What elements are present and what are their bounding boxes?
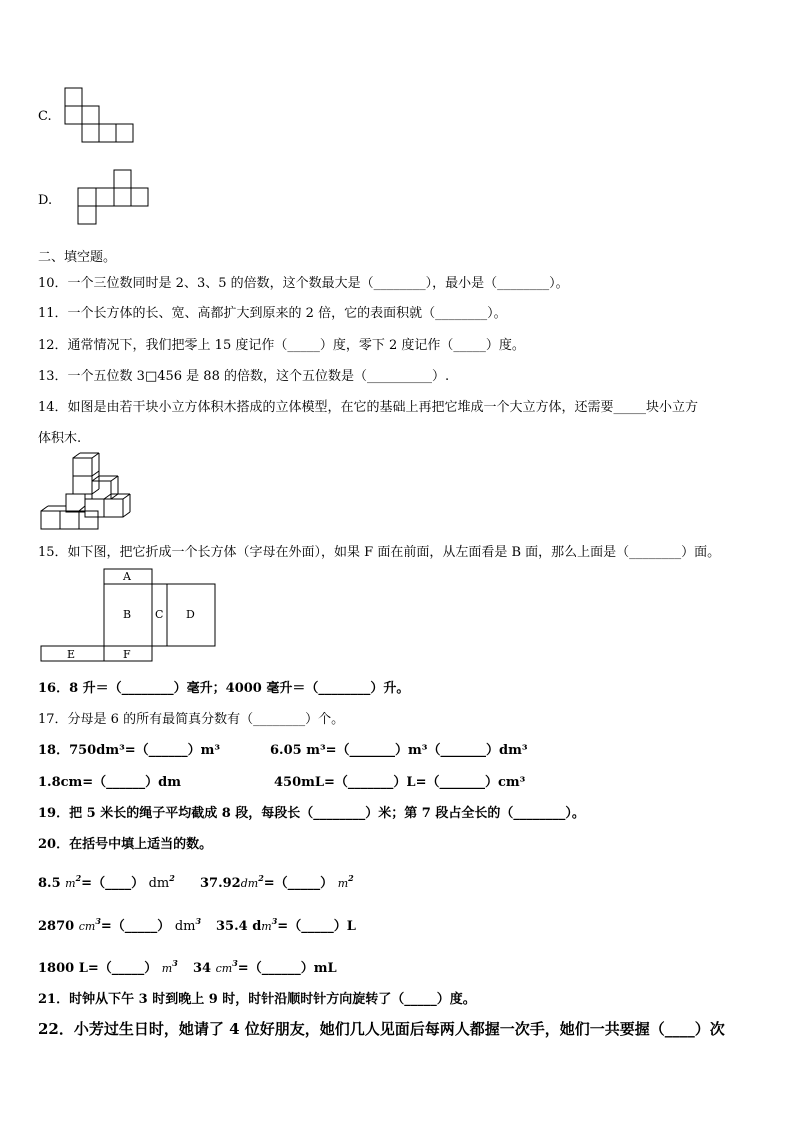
cube-stack-figure — [40, 452, 140, 532]
net-face-b: B — [123, 608, 132, 621]
question-12: 12．通常情况下，我们把零上 15 度记作（_____）度，零下 2 度记作（_____）度。 — [38, 338, 525, 353]
net-face-d: D — [186, 608, 195, 621]
option-d-label: D. — [38, 193, 53, 208]
q20-row1-a: 8.5 $m^2=(\_\_\_\_)$ $dm^2$ — [38, 873, 175, 891]
question-14-line1: 14．如图是由若干块小立方体积木搭成的立体模型，在它的基础上再把它堆成一个大立方体，还需要_____块小立方 — [38, 400, 699, 415]
question-14-line2: 体积木. — [38, 431, 82, 446]
q20-row3-b: 34 $cm^3=(\_\_\_\_\_\_)mL$ — [193, 958, 337, 976]
q20-row2-b: 35.4 $dm^3=(\_\_\_\_\_)L$ — [216, 916, 356, 934]
q20-row3-a: 1800 L=（_____） $m^3$ — [38, 958, 178, 976]
question-21: 21．时钟从下午 3 时到晚上 9 时，时针沿顺时针方向旋转了（_____）度。 — [38, 992, 476, 1007]
net-face-c: C — [155, 608, 164, 621]
question-20-title: 20．在括号中填上适当的数。 — [38, 837, 213, 852]
option-d-figure — [77, 169, 152, 229]
question-18d: 450mL=（_______）L=（_______）cm³ — [274, 775, 526, 790]
question-19: 19．把 5 米长的绳子平均截成 8 段，每段长（________）米；第 7 段占全长的（________）。 — [38, 806, 585, 821]
net-face-e: E — [67, 648, 76, 661]
question-17: 17．分母是 6 的所有最简真分数有（________）个。 — [38, 712, 345, 727]
q20-row2-a: 2870 $cm^3=(\_\_\_\_\_)$ $dm^3$ — [38, 916, 202, 934]
question-16: 16．8 升＝（________）毫升；4000 毫升＝（________）升。 — [38, 681, 410, 696]
box-net-figure — [40, 568, 220, 664]
question-18a: 18．750dm³=（______）m³ — [38, 743, 221, 758]
question-10: 10．一个三位数同时是 2、3、5 的倍数，这个数最大是（________），最小是（________）。 — [38, 276, 569, 291]
net-face-a: A — [123, 570, 131, 583]
question-22: 22．小芳过生日时，她请了 4 位好朋友，她们几人见面后每两人都握一次手，她们一共要握（____）次 — [38, 1020, 725, 1038]
question-11: 11．一个长方体的长、宽、高都扩大到原来的 2 倍，它的表面积就（________）。 — [38, 306, 507, 321]
section-title: 二、填空题。 — [38, 250, 117, 265]
net-face-f: F — [123, 648, 131, 661]
question-18c: 1.8cm=（______）dm — [38, 775, 182, 790]
question-18b: 6.05 m³=（_______）m³（_______）dm³ — [270, 743, 528, 758]
question-15: 15．如下图，把它折成一个长方体（字母在外面），如果 F 面在前面，从左面看是 B 面，那么上面是（________）面。 — [38, 545, 721, 560]
q20-row1-b: $37.92dm^2=(\_\_\_\_\_)$ $m^2$ — [200, 873, 354, 891]
option-c-figure — [64, 87, 139, 147]
option-c-label: C. — [38, 109, 52, 124]
question-13: 13．一个五位数 3□456 是 88 的倍数，这个五位数是（__________）. — [38, 369, 450, 384]
